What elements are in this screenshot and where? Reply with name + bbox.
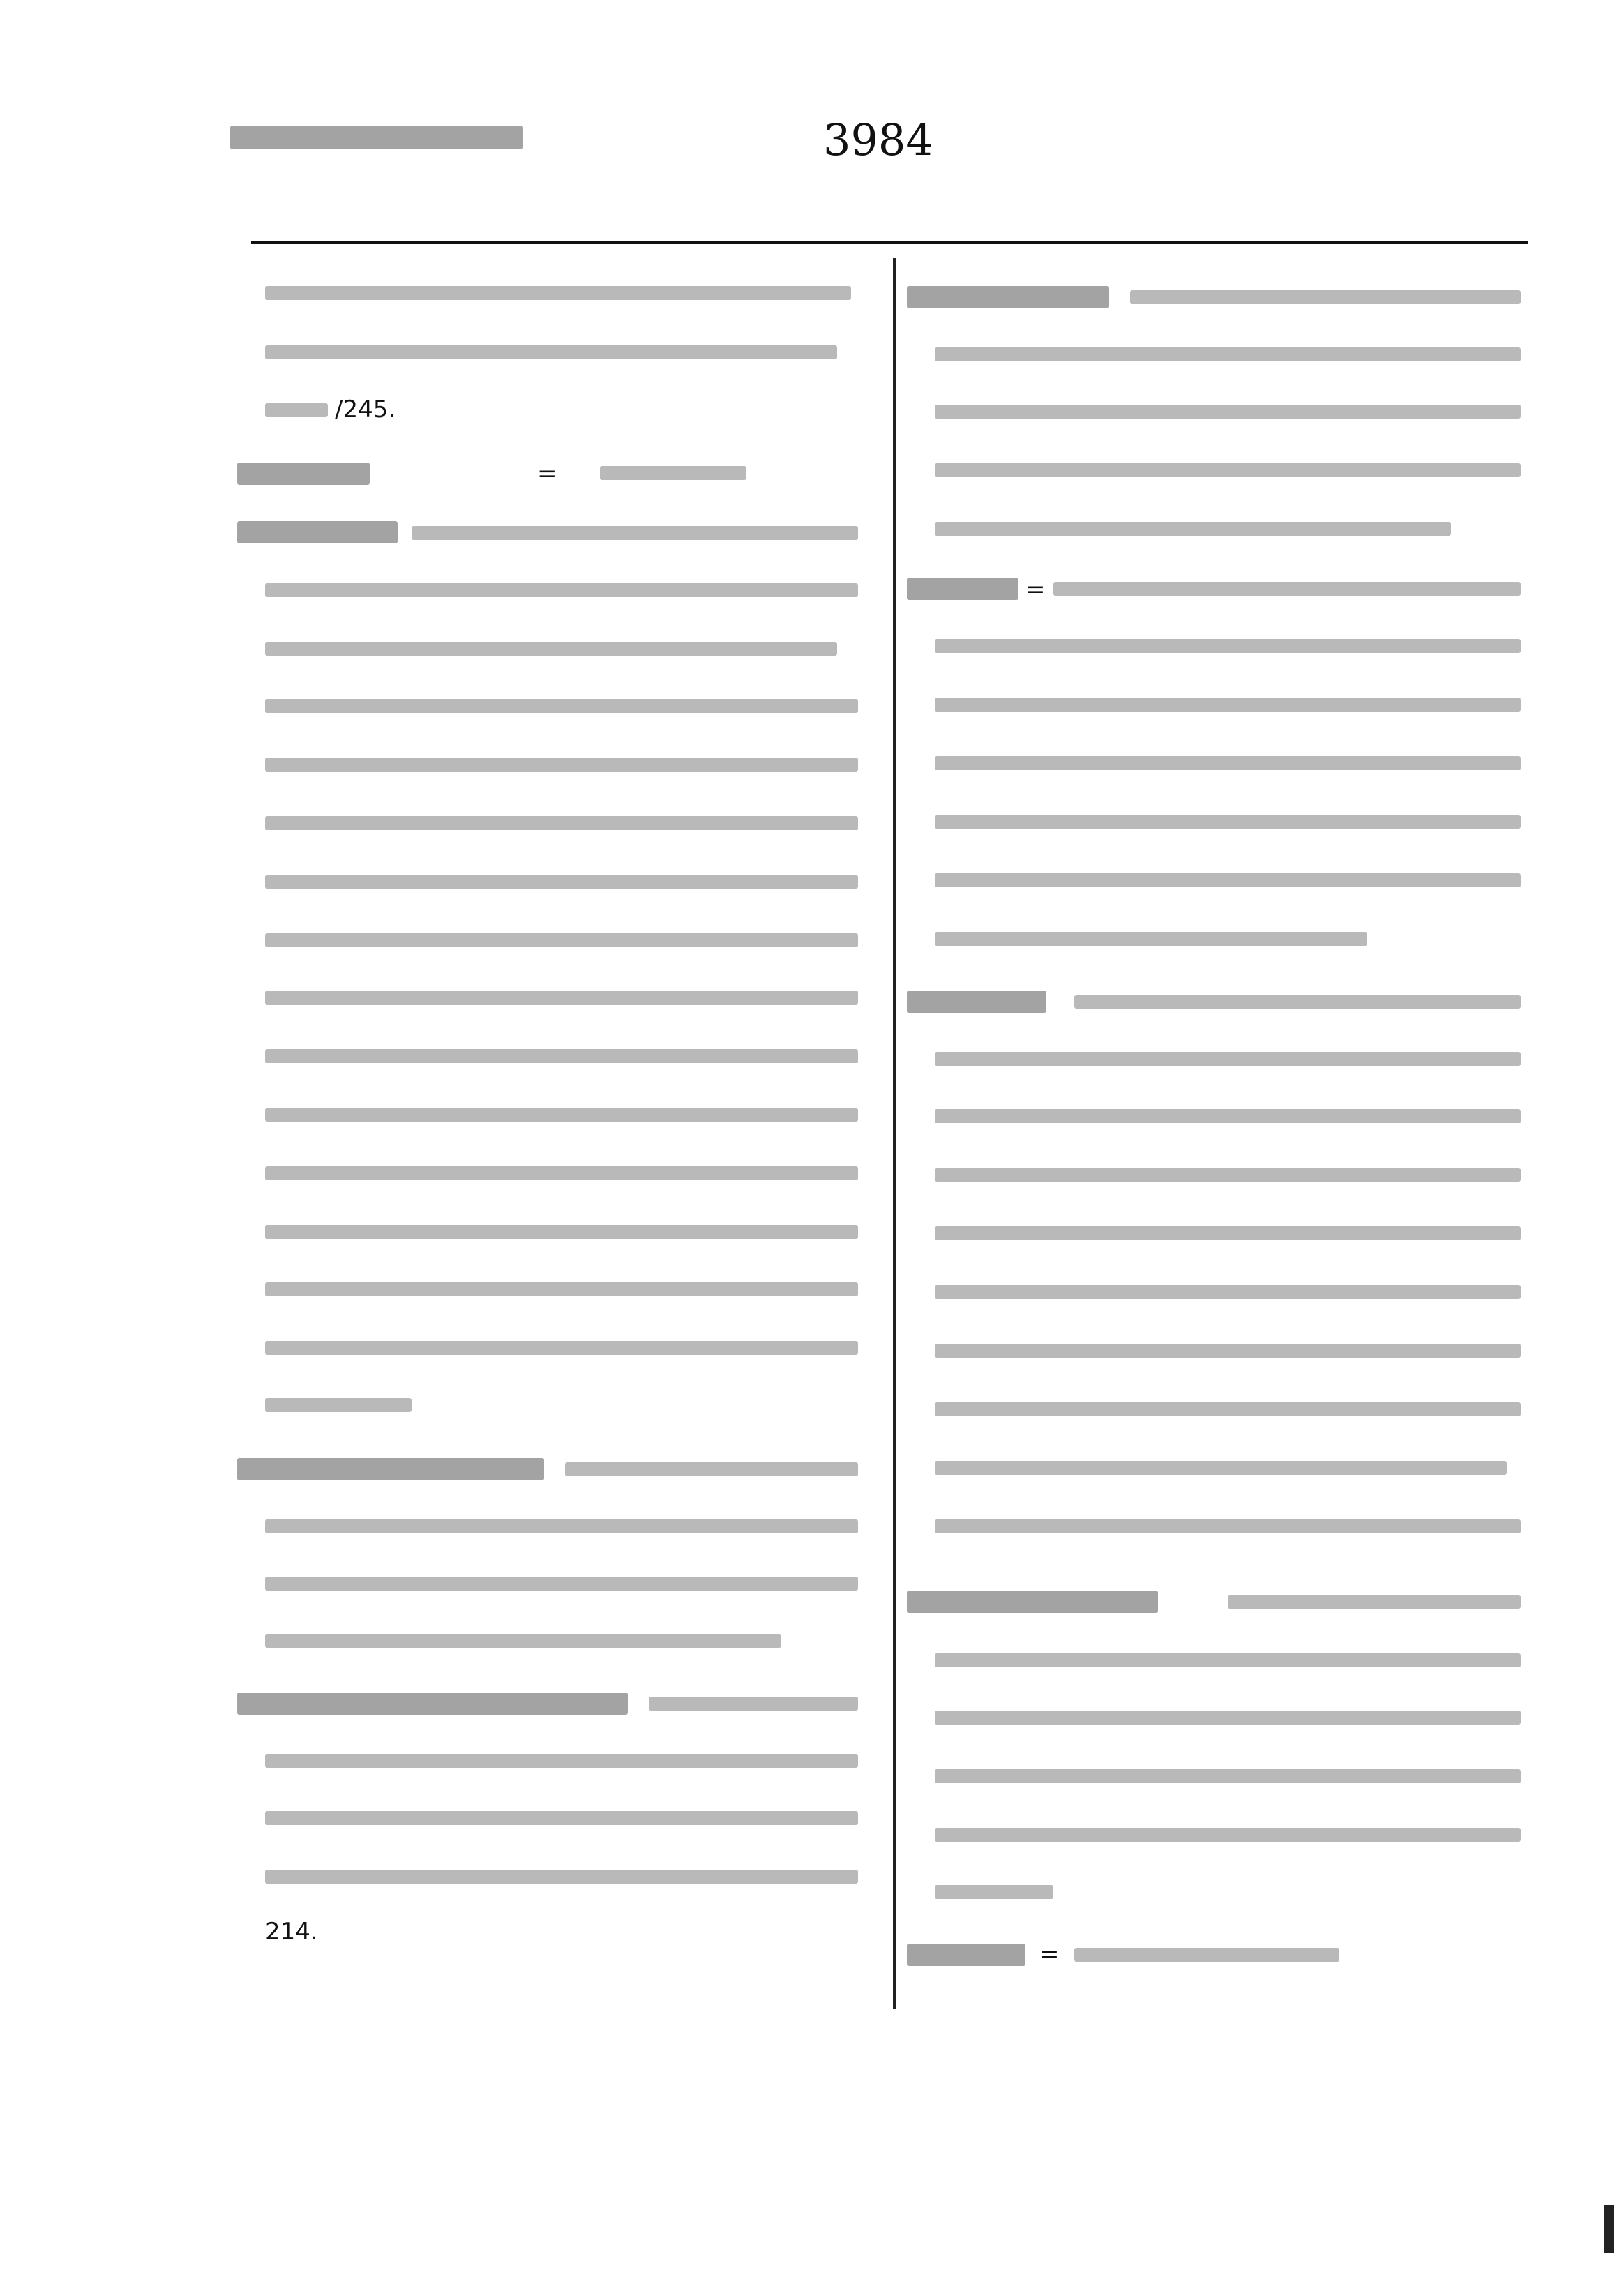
text-line (265, 1634, 781, 1648)
text-line (265, 875, 858, 889)
text-line (265, 1398, 412, 1412)
equals-sign: = (537, 460, 557, 488)
text-line (935, 1168, 1521, 1182)
text-line (935, 815, 1521, 829)
text-line (935, 1226, 1521, 1240)
text-line (265, 991, 858, 1005)
text-line (935, 1109, 1521, 1123)
headword (237, 1458, 544, 1480)
text-line (265, 1166, 858, 1180)
text-line (935, 1285, 1521, 1299)
text-line (265, 1341, 858, 1355)
text-line (935, 1461, 1507, 1475)
text-line (935, 1519, 1521, 1533)
headword (907, 991, 1046, 1013)
running-header (230, 105, 593, 171)
text-line (565, 1462, 858, 1476)
headword (907, 578, 1018, 600)
reference: 214. (265, 1918, 318, 1946)
header-rule (251, 241, 1528, 244)
text-line (935, 1653, 1521, 1667)
reference: /245. (335, 396, 396, 423)
text-line (265, 933, 858, 947)
text-line (935, 1052, 1521, 1066)
headword (907, 1944, 1025, 1966)
text-line (265, 403, 328, 417)
text-line (265, 1577, 858, 1591)
headword (237, 1693, 628, 1715)
text-line (649, 1697, 858, 1711)
text-line (265, 1108, 858, 1122)
scan-edge-mark (1604, 2205, 1614, 2253)
text-line (935, 1344, 1521, 1358)
text-line (935, 405, 1521, 419)
column-divider (893, 258, 896, 2009)
text-line (935, 932, 1367, 946)
text-line (1074, 1948, 1339, 1962)
equals-sign: = (1039, 1940, 1060, 1968)
text-line (265, 816, 858, 830)
running-header-text (230, 126, 523, 149)
text-line (935, 347, 1521, 361)
text-line (935, 1769, 1521, 1783)
text-line (935, 1885, 1053, 1899)
headword (907, 286, 1109, 308)
text-line (935, 1711, 1521, 1725)
text-line (935, 873, 1521, 887)
text-line (265, 1519, 858, 1533)
text-line (265, 1754, 858, 1768)
text-line (600, 466, 746, 480)
text-line (265, 1225, 858, 1239)
text-line (265, 1870, 858, 1884)
text-line (1228, 1595, 1521, 1609)
text-line (1130, 290, 1521, 304)
text-line (265, 642, 837, 656)
text-line (265, 1811, 858, 1825)
text-line (265, 1282, 858, 1296)
text-line (265, 345, 837, 359)
text-line (935, 1402, 1521, 1416)
text-line (1074, 995, 1521, 1009)
page-number: 3984 (823, 114, 933, 165)
headword (237, 521, 398, 543)
text-line (935, 639, 1521, 653)
text-line (935, 522, 1451, 536)
text-line (412, 526, 858, 540)
text-line (265, 583, 858, 597)
text-line (1053, 582, 1521, 596)
text-line (935, 1828, 1521, 1842)
headword (237, 463, 370, 485)
text-line (265, 699, 858, 713)
headword (907, 1591, 1158, 1613)
text-line (265, 758, 858, 772)
text-line (265, 1049, 858, 1063)
text-line (265, 286, 851, 300)
text-line (935, 463, 1521, 477)
text-line (935, 756, 1521, 770)
equals-sign: = (1025, 576, 1046, 603)
text-line (935, 698, 1521, 712)
